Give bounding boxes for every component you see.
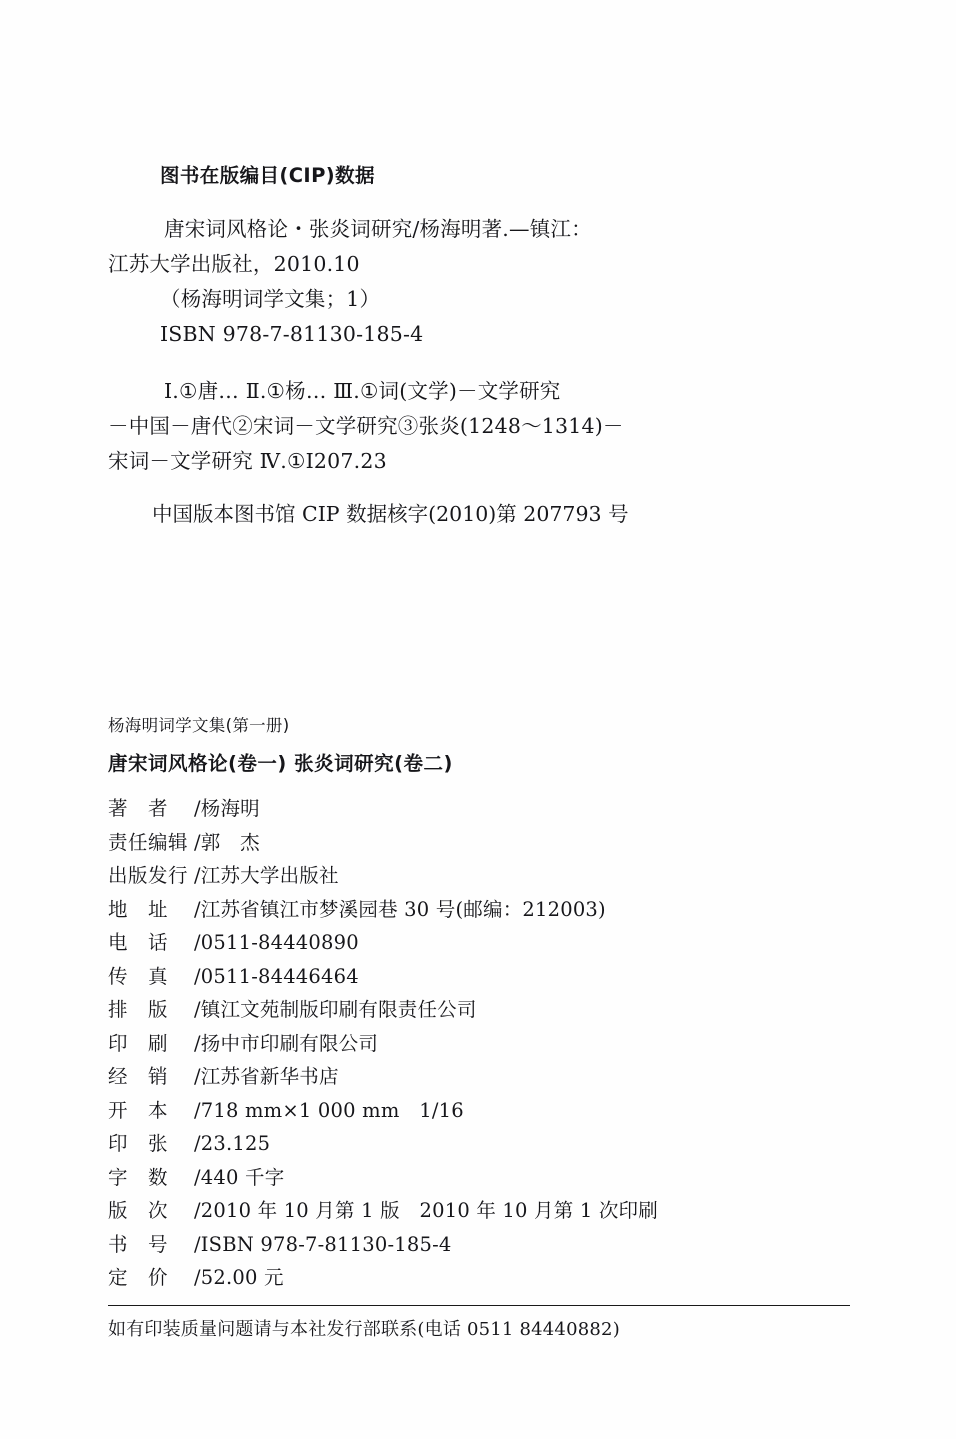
colophon-row — [108, 1027, 850, 1061]
colophon-row-label: 定 价 — [108, 1266, 169, 1289]
colophon-row-value: /23.125 — [194, 1132, 271, 1155]
cip-class-text-3: 宋词－文学研究 Ⅳ.①I207.23 — [108, 449, 387, 473]
cip-line-1: 唐宋词风格论・张炎词研究/杨海明著.—镇江： — [164, 217, 592, 241]
colophon-row-value: /江苏大学出版社 — [194, 864, 339, 887]
colophon-row — [108, 1094, 850, 1128]
colophon-row — [108, 926, 850, 960]
colophon-row-label: 书 号 — [108, 1232, 169, 1256]
cip-line-4: ISBN 978-7-81130-185-4 — [160, 322, 424, 346]
colophon-block — [108, 712, 850, 1341]
colophon-row-label: 电 话 — [108, 931, 169, 954]
cip-title-line — [108, 214, 848, 245]
colophon-row-label: 字 数 — [108, 1165, 169, 1189]
cip-line-3: （杨海明词学文集；1） — [160, 287, 381, 311]
cip-line-2: 江苏大学出版社，2010.10 — [108, 252, 360, 276]
colophon-row-label: 著 者 — [108, 797, 169, 820]
colophon-row-value: /江苏省新华书店 — [194, 1065, 339, 1088]
colophon-row-value: /0511-84440890 — [194, 931, 359, 954]
colophon-row — [108, 859, 850, 893]
cip-heading: 图书在版编目(CIP)数据 — [160, 164, 375, 187]
colophon-series: 杨海明词学文集(第一册) — [108, 716, 290, 735]
cip-isbn-line — [108, 319, 848, 350]
colophon-row-label: 责任编辑 — [108, 830, 189, 854]
colophon-row-label: 经 销 — [108, 1065, 169, 1088]
colophon-row — [108, 826, 850, 860]
colophon-row-value: /440 千字 — [194, 1165, 285, 1189]
cip-series-line — [108, 284, 848, 315]
colophon-row-value: /0511-84446464 — [194, 964, 359, 988]
cip-cataloging-number: 中国版本图书馆 CIP 数据核字(2010)第 207793 号 — [152, 502, 629, 526]
colophon-row-value: /江苏省镇江市梦溪园巷 30 号(邮编：212003) — [194, 897, 606, 921]
cip-class-line-1 — [108, 376, 848, 407]
colophon-row — [108, 1060, 850, 1094]
colophon-row — [108, 1194, 850, 1228]
colophon-row — [108, 1228, 850, 1262]
colophon-row-label: 印 张 — [108, 1132, 169, 1155]
colophon-row-value: /扬中市印刷有限公司 — [194, 1031, 379, 1055]
colophon-row-value: /郭 杰 — [194, 830, 260, 854]
colophon-row — [108, 792, 850, 826]
colophon-row — [108, 1127, 850, 1161]
colophon-row-label: 排 版 — [108, 998, 169, 1021]
colophon-row-value: /镇江文苑制版印刷有限责任公司 — [194, 998, 477, 1021]
colophon-title: 唐宋词风格论(卷一) 张炎词研究(卷二) — [108, 752, 453, 775]
colophon-row — [108, 1161, 850, 1195]
colophon-row-value: /2010 年 10 月第 1 版 2010 年 10 月第 1 次印刷 — [194, 1199, 658, 1222]
cip-publisher-line — [108, 249, 848, 280]
colophon-row-value: /杨海明 — [194, 797, 260, 820]
cip-class-line-3 — [108, 446, 848, 477]
colophon-footer-note: 如有印装质量问题请与本社发行部联系(电话 0511 84440882) — [108, 1318, 620, 1340]
colophon-row-label: 版 次 — [108, 1199, 169, 1222]
colophon-row-label: 传 真 — [108, 964, 169, 988]
colophon-row — [108, 1261, 850, 1295]
cip-class-text-2: －中国－唐代②宋词－文学研究③张炎(1248～1314)－ — [108, 414, 624, 438]
colophon-row — [108, 993, 850, 1027]
cip-data-block — [108, 160, 848, 530]
colophon-divider — [108, 1305, 850, 1306]
colophon-row — [108, 960, 850, 994]
cip-class-line-2 — [108, 411, 848, 442]
colophon-row — [108, 893, 850, 927]
colophon-rows — [108, 792, 850, 1295]
colophon-row-label: 地 址 — [108, 897, 169, 921]
colophon-row-label: 开 本 — [108, 1098, 169, 1122]
colophon-row-value: /ISBN 978-7-81130-185-4 — [194, 1232, 452, 1256]
colophon-row-value: /718 mm×1 000 mm 1/16 — [194, 1098, 464, 1122]
colophon-row-label: 印 刷 — [108, 1031, 169, 1055]
cip-spacer — [108, 354, 848, 376]
cip-class-text-1: Ⅰ.①唐… Ⅱ.①杨… Ⅲ.①词(文学)－文学研究 — [164, 379, 561, 403]
colophon-row-value: /52.00 元 — [194, 1266, 284, 1289]
colophon-row-label: 出版发行 — [108, 864, 189, 887]
